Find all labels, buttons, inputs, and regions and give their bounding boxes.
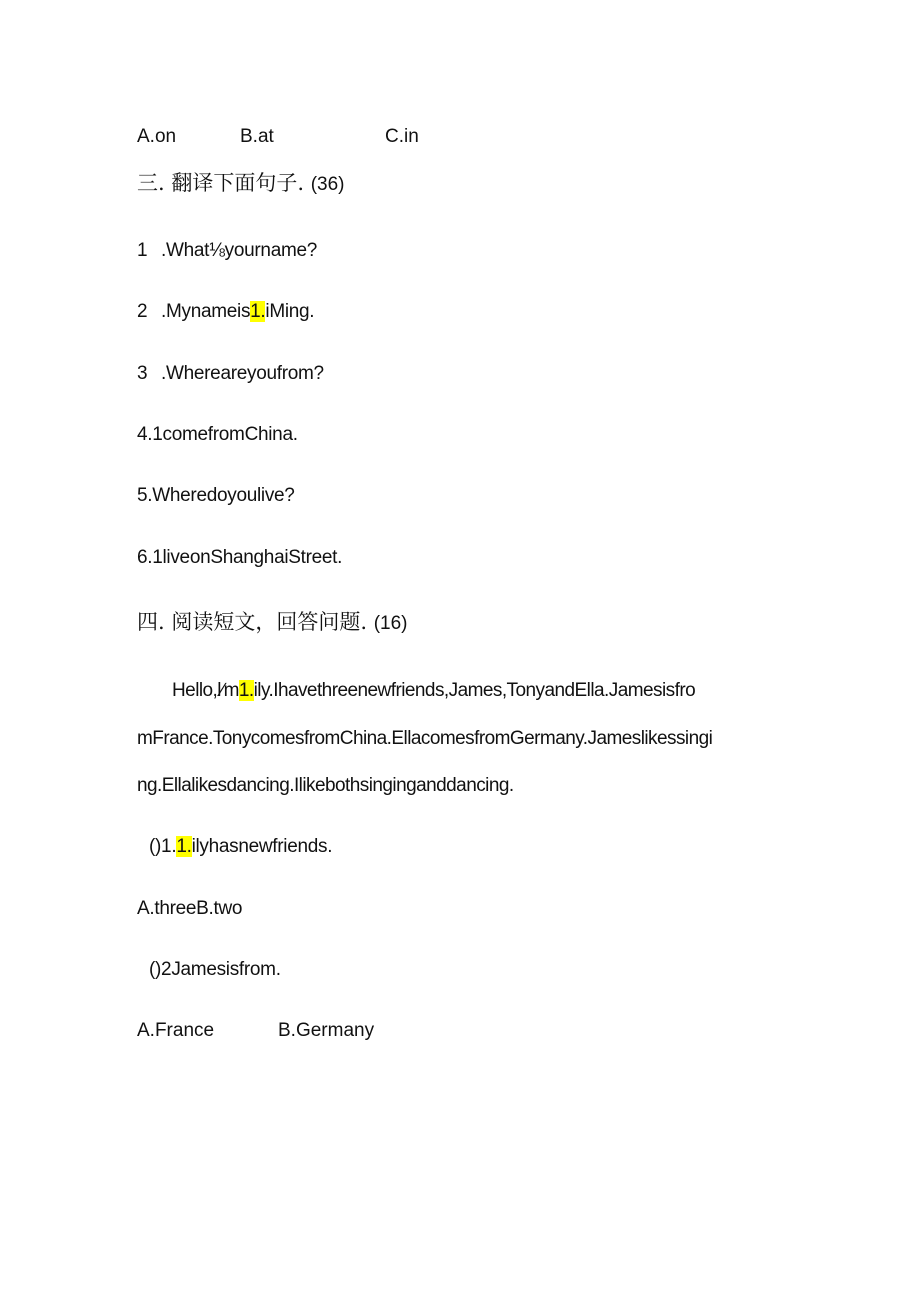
question-1-options: A.threeB.two <box>137 898 243 919</box>
item-number: 3 <box>137 363 148 384</box>
item-text-post: iMing. <box>265 301 315 322</box>
option-a-on: A.on <box>137 126 177 147</box>
option-b-at: B.at <box>240 126 274 147</box>
translate-item-5: 5.Wheredoyoulive? <box>137 485 295 506</box>
passage-text-pre: Hello,l∕m <box>172 680 239 701</box>
passage-line-1 <box>172 679 695 703</box>
section-4-score: (16) <box>373 613 408 634</box>
translate-item-2 <box>137 300 314 324</box>
section-4-title: 四. 阅读短文，回答问题. <box>137 610 368 634</box>
passage-line-3: ng.Ellalikesdancing.Ilikebothsinginganddancing. <box>137 775 514 796</box>
item-number: 2 <box>137 301 148 322</box>
translate-item-3 <box>137 362 324 386</box>
question-2-option-a: A.France <box>137 1020 215 1041</box>
translate-item-4: 4.1comefromChina. <box>137 424 298 445</box>
passage-line-2: mFrance.TonycomesfromChina.EllacomesfromGermany.Jameslikessingi <box>137 728 713 749</box>
question-2-option-b: B.Germany <box>278 1020 375 1041</box>
item-number: 1 <box>137 240 148 261</box>
translate-item-1 <box>137 239 317 263</box>
section-3-title: 三. 翻译下面句子. <box>137 171 305 195</box>
item-text: .Whereareyoufrom? <box>161 363 324 384</box>
section-4-heading <box>137 610 408 636</box>
highlight-marker: 1. <box>250 301 266 322</box>
section-3-heading <box>137 171 345 197</box>
translate-item-6: 6.1liveonShanghaiStreet. <box>137 547 343 568</box>
passage-text-post: ily.Ihavethreenewfriends,James,TonyandElla.Jamesisfro <box>253 680 696 701</box>
highlight-marker: 1. <box>176 836 192 857</box>
section-3-score: (36) <box>310 174 345 195</box>
item-text-pre: .Mynameis <box>161 301 251 322</box>
question-1-pre: ()1. <box>149 836 177 857</box>
question-1-post: ilyhasnewfriends. <box>191 836 333 857</box>
question-2: ()2Jamesisfrom. <box>149 959 281 980</box>
highlight-marker: 1. <box>238 680 254 701</box>
option-c-in: C.in <box>385 126 419 147</box>
question-1 <box>149 835 332 859</box>
item-text: .What⅛yourname? <box>161 240 318 261</box>
